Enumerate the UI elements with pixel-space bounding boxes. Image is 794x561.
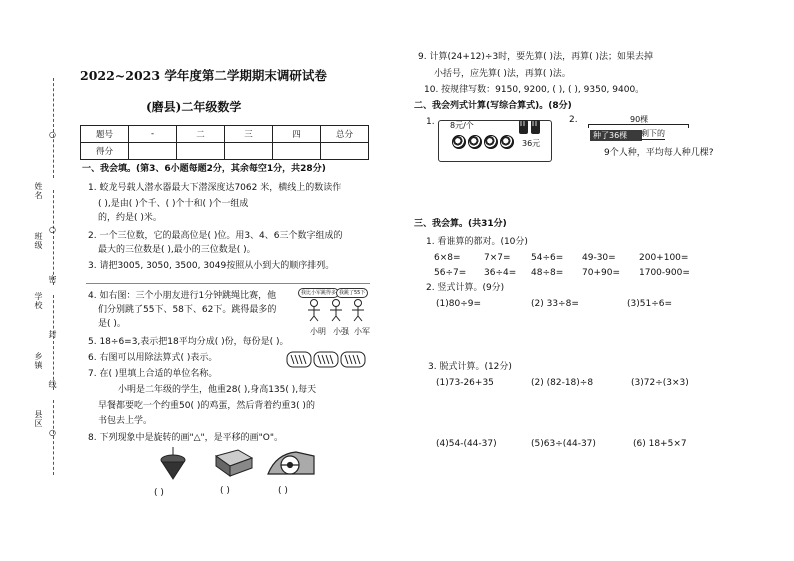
soccer-ball-icon — [484, 135, 498, 149]
score-input-cell[interactable] — [129, 143, 177, 160]
problem2-number: 2. — [569, 115, 578, 125]
q4-line1: 4. 如右图：三个小朋友进行1分钟跳绳比赛，他 — [88, 291, 277, 301]
step-item: (3)72÷(3×3) — [631, 378, 689, 388]
divider — [86, 283, 370, 284]
step-heading: 3. 脱式计算。(12分) — [428, 362, 512, 372]
soccer-ball-icon — [500, 135, 514, 149]
step-item: (2) (82-18)÷8 — [531, 378, 594, 388]
margin-county-label: 县区 — [34, 410, 43, 428]
q1-line1: 1. 蛟龙号载人潜水器最大下潜深度达7062 米，横线上的数读作 — [88, 183, 342, 193]
score-header-row — [81, 126, 369, 143]
seal-line-bottom — [53, 400, 54, 475]
q5-line: 5. 18÷6=3,表示把18平均分成( )份，每份是( )。 — [88, 337, 289, 347]
brace-tick — [588, 124, 589, 128]
kid-name: 小强 — [333, 327, 349, 336]
margin-school-label: 学校 — [34, 292, 43, 310]
seal-line-mid — [53, 190, 54, 285]
step-item: (4)54-(44-37) — [436, 439, 497, 449]
section2-heading: 二、我会列式计算(写综合算式)。(8分) — [414, 101, 572, 111]
q9-line1: 9. 计算(24+12)÷3时，要先算( )法，再算( )法；如果去掉 — [418, 52, 653, 62]
q3-line: 3. 请把3005, 3050, 3500, 3049按照从小到大的顺序排列。 — [88, 261, 335, 271]
speech-bubble: 我比小军跳得多 — [298, 288, 339, 298]
score-table — [80, 125, 369, 160]
kid-name: 小军 — [354, 327, 370, 336]
gloves-icon — [517, 118, 543, 136]
score-cell: 题号 — [81, 126, 129, 143]
seal-mark: ○ — [49, 225, 56, 234]
q8-answer-blank[interactable]: ( ) — [278, 486, 288, 496]
q7-line1: 7. 在( )里填上合适的单位名称。 — [88, 369, 218, 379]
seal-line-top — [53, 78, 54, 178]
score-input-cell[interactable] — [273, 143, 321, 160]
score-cell: - — [129, 126, 177, 143]
section3-heading: 三、我会算。(共31分) — [414, 219, 507, 229]
q10-line: 10. 按规律写数：9150, 9200, ( ), ( ), 9350, 9400。 — [424, 85, 645, 95]
margin-class-label: 班级 — [34, 232, 43, 250]
soccer-ball-icon — [452, 135, 466, 149]
total-trees-label: 90棵 — [630, 115, 649, 124]
margin-hometown-label: 乡镇 — [34, 352, 43, 370]
score-cell: 得分 — [81, 143, 129, 160]
oral-item: 54÷6= — [531, 253, 564, 263]
vertical-heading: 2. 竖式计算。(9分) — [426, 283, 505, 293]
drawer-icon — [214, 448, 254, 478]
oral-item: 49-30= — [582, 253, 616, 263]
price-label: 8元/个 — [450, 121, 474, 130]
seal-mark: 线 — [48, 380, 57, 389]
q2-line2: 最大的三位数是( ),最小的三位数是( )。 — [98, 245, 256, 255]
step-item: (6) 18+5×7 — [633, 439, 687, 449]
q9-line2: 小括号，应先算( )法，再算( )法。 — [434, 69, 571, 79]
oral-item: 200+100= — [639, 253, 689, 263]
oral-item: 6×8= — [434, 253, 461, 263]
oral-item: 48÷8= — [531, 268, 564, 278]
q2-line1: 2. 一个三位数，它的最高位是( )位。用3、4、6三个数字组成的 — [88, 231, 343, 241]
q8-answer-blank[interactable]: ( ) — [220, 486, 230, 496]
oral-item: 70+90= — [582, 268, 620, 278]
step-item: (5)63÷(44-37) — [531, 439, 596, 449]
seal-mark: 密 — [48, 275, 57, 284]
problem2-question: 9个人种，平均每人种几棵? — [604, 148, 714, 158]
seal-mark: ○ — [49, 428, 56, 437]
seal-line-low — [53, 295, 54, 390]
score-input-cell[interactable] — [321, 143, 369, 160]
q8-answer-blank[interactable]: ( ) — [154, 488, 164, 498]
margin-name-label: 姓名 — [34, 182, 43, 200]
score-input-cell[interactable] — [225, 143, 273, 160]
q4-line2: 们分别跳了55下、58下、62下。跳得最多的 — [98, 305, 277, 315]
oral-heading: 1. 看谁算的都对。(10分) — [426, 237, 528, 247]
q6-line: 6. 右图可以用除法算式( )表示。 — [88, 353, 218, 363]
q7-line4: 书包去上学。 — [98, 416, 153, 426]
planted-segment: 种了36棵 — [590, 130, 642, 141]
speech-bubble: 我跳了55下 — [336, 288, 368, 298]
kid-name: 小明 — [310, 327, 326, 336]
grouping-picture — [286, 350, 366, 370]
q1-line2: ( ),是由( )个千、( )个十和( )个一组成 — [98, 199, 249, 209]
remaining-segment: 剩下的 — [641, 129, 665, 138]
oral-item: 56÷7= — [434, 268, 467, 278]
vertical-item: (1)80÷9= — [436, 299, 482, 309]
vertical-item: (2) 33÷8= — [531, 299, 579, 309]
q7-line2: 小明是二年级的学生，他重28( ),身高135( ),每天 — [118, 385, 317, 395]
seal-mark: ○ — [49, 130, 56, 139]
score-cell: 三 — [225, 126, 273, 143]
section1-heading: 一、我会填。(第3、6小题每题2分，其余每空1分，共28分) — [82, 164, 326, 174]
vertical-item: (3)51÷6= — [627, 299, 673, 309]
score-value-row — [81, 143, 369, 160]
step-item: (1)73-26+35 — [436, 378, 494, 388]
page-title: 2022~2023 学年度第二学期期末调研试卷 — [80, 68, 327, 83]
oral-item: 1700-900= — [639, 268, 690, 278]
seal-mark: 封 — [48, 330, 57, 339]
oral-item: 36÷4= — [484, 268, 517, 278]
score-input-cell[interactable] — [177, 143, 225, 160]
steering-wheel-icon — [266, 448, 316, 478]
q4-line3: 是( )。 — [98, 319, 126, 329]
q1-line3: 的，约是( )米。 — [98, 213, 162, 223]
oral-item: 7×7= — [484, 253, 511, 263]
soccer-ball-icon — [468, 135, 482, 149]
page-subtitle: (磨县)二年级数学 — [146, 100, 242, 114]
score-cell: 总分 — [321, 126, 369, 143]
balls-row — [452, 134, 516, 153]
brace-tick — [688, 124, 689, 128]
q8-line: 8. 下列现象中是旋转的画"△"，是平移的画"O"。 — [88, 433, 284, 443]
score-cell: 二 — [177, 126, 225, 143]
kids-figures — [304, 298, 370, 322]
q7-line3: 早餐都要吃一个约重50( )的鸡蛋，然后背着约重3( )的 — [98, 401, 315, 411]
spinning-top-icon — [158, 446, 188, 482]
problem1-number: 1. — [426, 117, 435, 127]
total-price-label: 36元 — [522, 139, 541, 148]
score-cell: 四 — [273, 126, 321, 143]
brace-line — [588, 124, 688, 125]
